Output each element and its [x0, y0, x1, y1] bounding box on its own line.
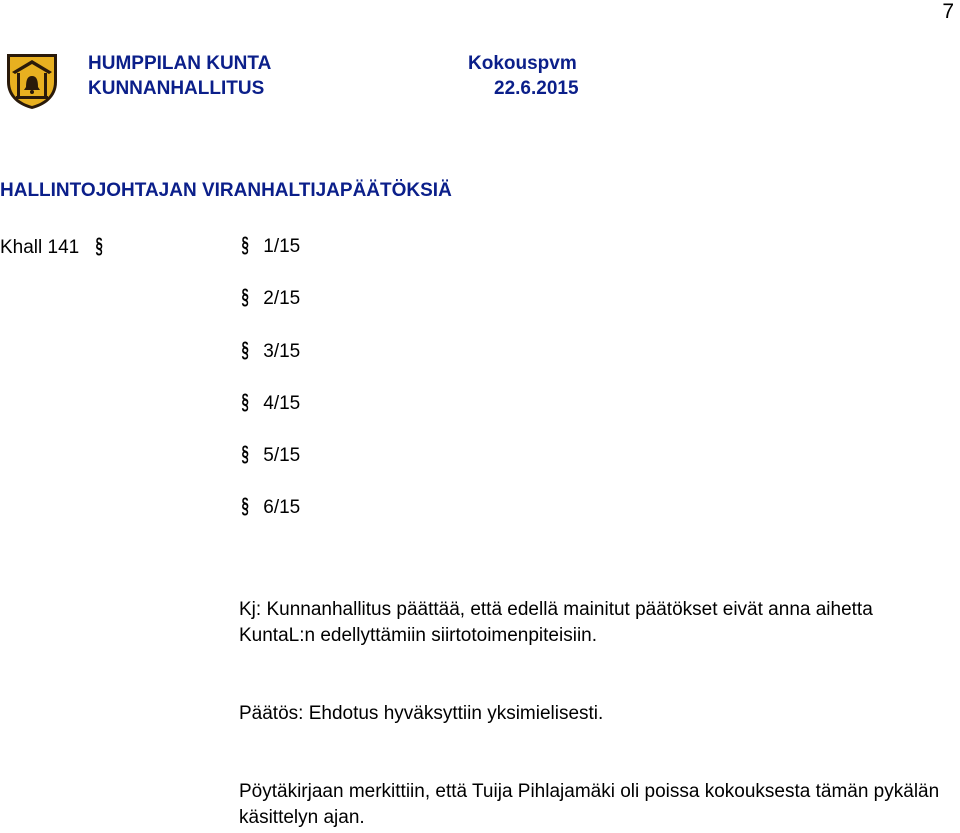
decision-number: 5/15	[263, 445, 301, 466]
proposal-paragraph: Kj: Kunnanhallitus päättää, että edellä mainitut päätökset eivät anna aihetta KuntaL:n edellyttämiin siirtotoimenpiteisiin.	[239, 599, 873, 646]
decision-number: 3/15	[263, 341, 301, 362]
section-title: HALLINTOJOHTAJAN VIRANHALTIJAPÄÄTÖKSIÄ	[0, 180, 452, 201]
decision-paragraph: Päätös: Ehdotus hyväksyttiin yksimielisesti.	[239, 703, 604, 724]
section-sign-icon: §	[241, 441, 249, 466]
decision-list-item	[239, 494, 300, 520]
decision-number: 6/15	[263, 497, 301, 518]
municipal-coat-of-arms-icon	[4, 50, 60, 110]
decision-number: 4/15	[263, 393, 301, 414]
section-sign-icon: §	[94, 233, 103, 258]
meeting-date: 22.6.2015	[494, 78, 579, 99]
decision-list-item	[239, 338, 300, 364]
section-sign-icon: §	[241, 389, 249, 414]
municipality-name: HUMPPILAN KUNTA	[88, 53, 272, 74]
section-sign-icon: §	[241, 337, 249, 362]
reference-label: Khall 141	[0, 237, 80, 258]
decision-list-item	[239, 233, 300, 259]
decision-number: 2/15	[263, 288, 301, 309]
decision-number: 1/15	[263, 236, 301, 257]
meeting-date-label: Kokouspvm	[468, 53, 577, 74]
page-number: 7	[942, 0, 954, 23]
minutes-reference	[0, 233, 105, 259]
decision-list-item	[239, 442, 300, 468]
decision-list-item	[239, 285, 300, 311]
board-name: KUNNANHALLITUS	[88, 78, 265, 99]
section-sign-icon: §	[241, 284, 249, 309]
section-sign-icon: §	[241, 232, 249, 257]
absence-note-paragraph: Pöytäkirjaan merkittiin, että Tuija Pihlajamäki oli poissa kokouksesta tämän pykälän käsittelyn ajan.	[239, 781, 940, 828]
decision-list-item	[239, 390, 300, 416]
section-sign-icon: §	[241, 493, 249, 518]
